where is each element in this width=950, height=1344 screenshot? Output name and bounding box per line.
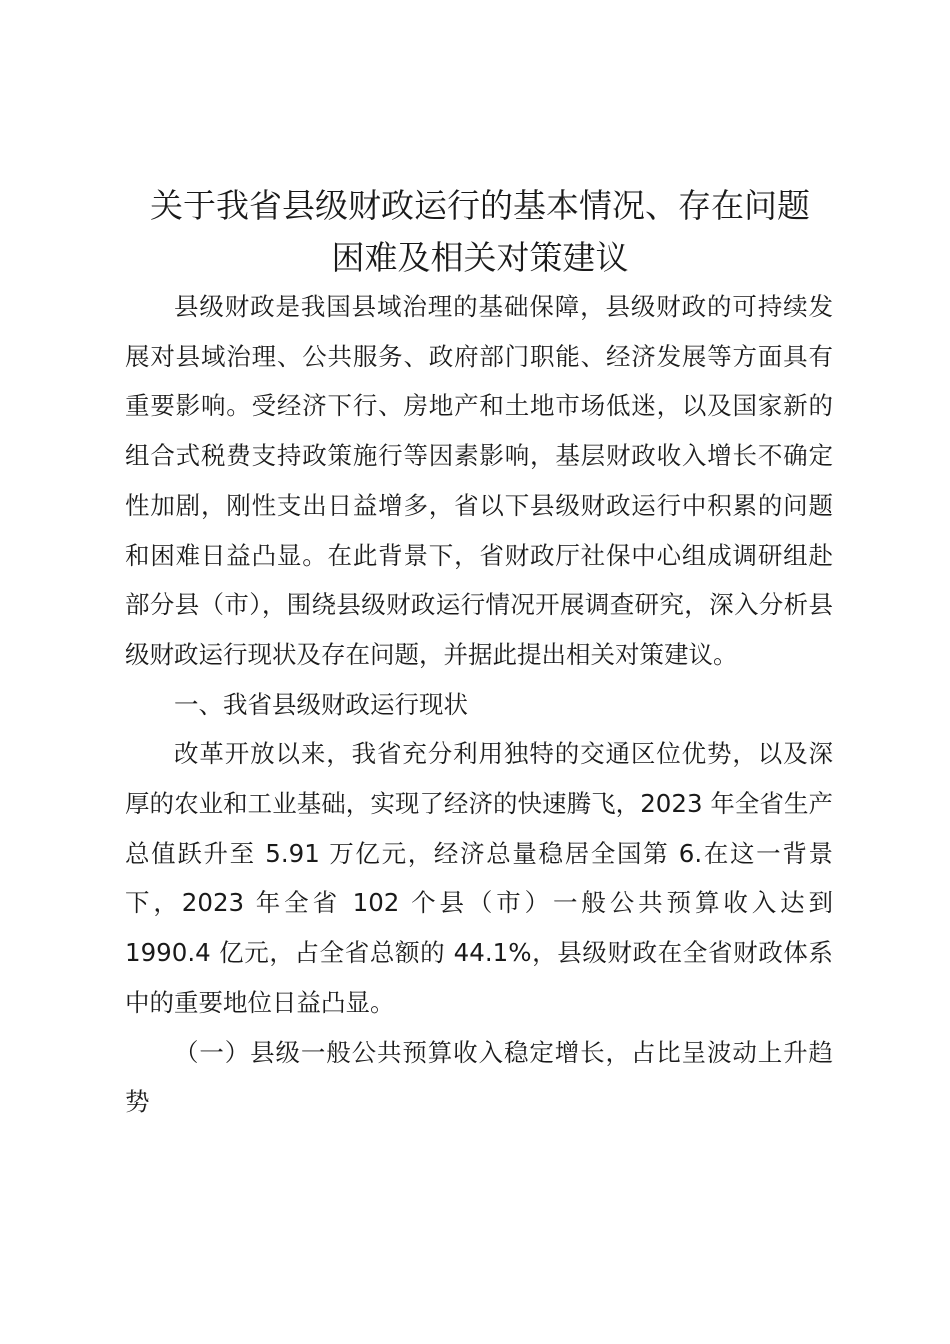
section-1-paragraph: 改革开放以来，我省充分利用独特的交通区位优势，以及深厚的农业和工业基础，实现了经济的快速腾飞，2023 年全省生产总值跃升至 5.91 万亿元，经济总量稳居全国第 6.在这一背景下，2023 年全省 102 个县（市）一般公共预算收入达到 1990.4 亿元，占全省总额的 44.1%，县级财政在全省财政体系中的重要地位日益凸显。 (125, 739, 833, 1017)
section-heading-1: 一、我省县级财政运行现状 (174, 689, 468, 719)
title-line-1: 关于我省县级财政运行的基本情况、存在问题 (150, 186, 810, 225)
document-title (100, 180, 860, 284)
document-body (125, 282, 833, 1127)
intro-paragraph: 县级财政是我国县域治理的基础保障，县级财政的可持续发展对县域治理、公共服务、政府部门职能、经济发展等方面具有重要影响。受经济下行、房地产和土地市场低迷，以及国家新的组合式税费支持政策施行等因素影响，基层财政收入增长不确定性加剧，刚性支出日益增多，省以下县级财政运行中积累的问题和困难日益凸显。在此背景下，省财政厅社保中心组成调研组赴部分县（市），围绕县级财政运行情况开展调查研究，深入分析县级财政运行现状及存在问题，并据此提出相关对策建议。 (125, 292, 833, 669)
title-line-2: 困难及相关对策建议 (331, 238, 629, 277)
subsection-heading-1: （一）县级一般公共预算收入稳定增长，占比呈波动上升趋势 (125, 1037, 833, 1117)
